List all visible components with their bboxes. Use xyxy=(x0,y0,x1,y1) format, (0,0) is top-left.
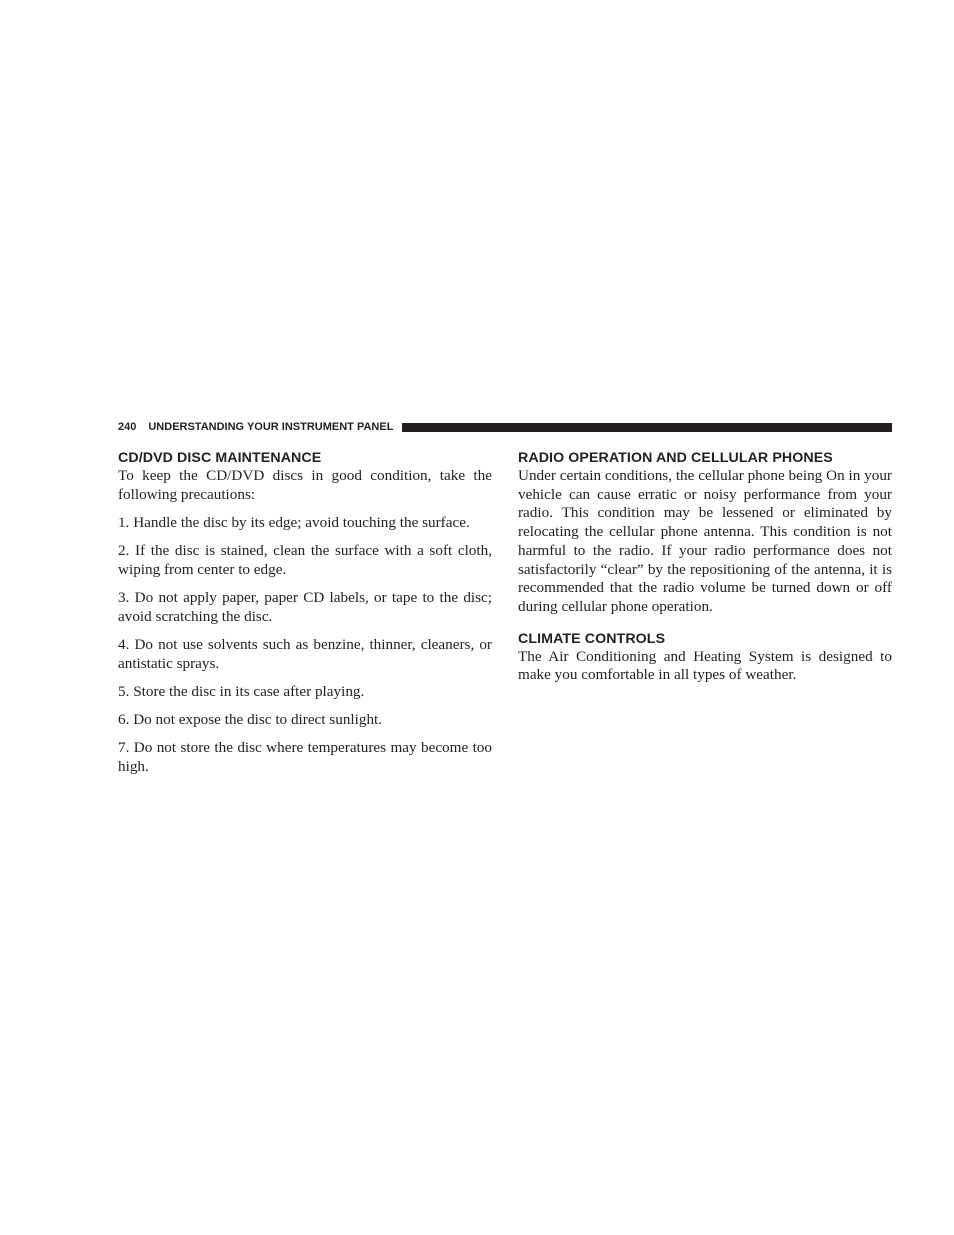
page-number: 240 xyxy=(118,421,137,433)
list-item: 6. Do not expose the disc to direct sunlight. xyxy=(118,711,383,729)
list-item: 1. Handle the disc by its edge; avoid touching the surface. xyxy=(118,513,470,531)
section-title: UNDERSTANDING YOUR INSTRUMENT PANEL xyxy=(148,421,394,433)
list-item: 3. Do not apply paper, paper CD labels, or tape to the disc; avoid scratching the disc. xyxy=(118,589,492,625)
header-rule xyxy=(402,423,892,432)
list-item: 5. Store the disc in its case after playing. xyxy=(118,682,365,700)
page-header xyxy=(118,420,892,434)
radio-heading: RADIO OPERATION AND CELLULAR PHONES xyxy=(518,450,833,466)
disc-maintenance-intro: To keep the CD/DVD discs in good condition, take the following precautions: xyxy=(118,467,492,503)
list-item: 4. Do not use solvents such as benzine, thinner, cleaners, or antistatic sprays. xyxy=(118,635,492,672)
climate-heading: CLIMATE CONTROLS xyxy=(518,630,666,647)
right-column xyxy=(518,449,892,695)
disc-maintenance-heading: CD/DVD DISC MAINTENANCE xyxy=(118,450,322,466)
left-column xyxy=(118,449,492,786)
list-item: 7. Do not store the disc where temperatures may become too high. xyxy=(118,739,492,775)
climate-paragraph: The Air Conditioning and Heating System is designed to make you comfortable in all types of weather. xyxy=(518,647,892,684)
radio-paragraph: Under certain conditions, the cellular phone being On in your vehicle can cause erratic or noisy performance from your radio. This condition may be lessened or eliminated by relocating the cellular phone antenna. This condition is not harmful to the radio. If your radio performance does not satisfactorily “clear” by the repositioning of the antenna, it is recommended that the radio volume be turned down or off during cellular phone operation. xyxy=(518,467,892,615)
list-item: 2. If the disc is stained, clean the surface with a soft cloth, wiping from center to edge. xyxy=(118,542,492,578)
